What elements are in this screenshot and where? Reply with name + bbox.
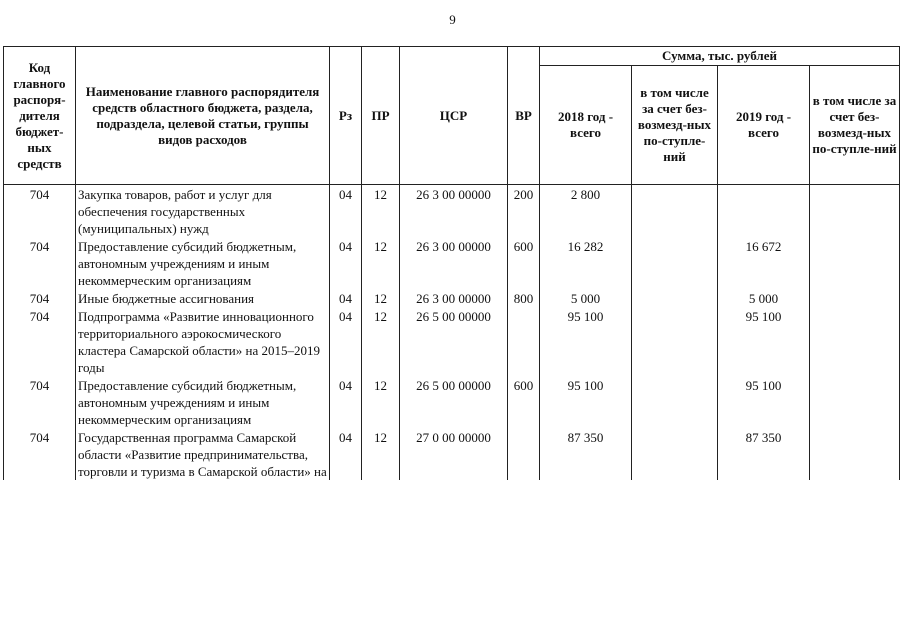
cell-name: Предоставление субсидий бюджетным, автономным учреждениям и иным некоммерческим организациям [76, 237, 330, 289]
table-row [4, 428, 900, 480]
header-vr: ВР [508, 47, 540, 185]
header-pr: ПР [362, 47, 400, 185]
table-row [4, 289, 900, 307]
cell-name: Иные бюджетные ассигнования [76, 289, 330, 307]
cell-vr [508, 428, 540, 480]
cell-2019-total [718, 185, 810, 238]
cell-2019-incl [810, 237, 900, 289]
cell-vr: 600 [508, 376, 540, 428]
cell-csr: 27 0 00 00000 [400, 428, 508, 480]
cell-2019-total: 16 672 [718, 237, 810, 289]
cell-name: Предоставление субсидий бюджетным, автономным учреждениям и иным некоммерческим организациям [76, 376, 330, 428]
cell-csr: 26 3 00 00000 [400, 237, 508, 289]
table-row [4, 376, 900, 428]
table-row [4, 307, 900, 376]
cell-2019-incl [810, 307, 900, 376]
cell-name: Подпрограмма «Развитие инновационного территориального аэрокосмического кластера Самарской области» на 2015–2019 годы [76, 307, 330, 376]
cell-2019-total: 5 000 [718, 289, 810, 307]
cell-code: 704 [4, 428, 76, 480]
budget-table [3, 46, 900, 480]
cell-rz: 04 [330, 428, 362, 480]
cell-2018-total: 95 100 [540, 376, 632, 428]
cell-csr: 26 5 00 00000 [400, 307, 508, 376]
cell-pr: 12 [362, 376, 400, 428]
cell-2018-incl [632, 289, 718, 307]
cell-rz: 04 [330, 185, 362, 238]
cell-csr: 26 5 00 00000 [400, 376, 508, 428]
cell-2018-total: 95 100 [540, 307, 632, 376]
header-code: Код главного распоря-дителя бюджет-ных средств [4, 47, 76, 185]
cell-2019-total: 95 100 [718, 307, 810, 376]
cell-2018-incl [632, 428, 718, 480]
header-name: Наименование главного распорядителя средств областного бюджета, раздела, подраздела, целевой статьи, группы видов расходов [76, 47, 330, 185]
cell-rz: 04 [330, 237, 362, 289]
cell-pr: 12 [362, 307, 400, 376]
cell-2018-incl [632, 307, 718, 376]
cell-vr: 600 [508, 237, 540, 289]
cell-rz: 04 [330, 289, 362, 307]
cell-code: 704 [4, 185, 76, 238]
cell-2018-total: 5 000 [540, 289, 632, 307]
header-2019-total: 2019 год - всего [718, 66, 810, 185]
cell-code: 704 [4, 237, 76, 289]
cell-pr: 12 [362, 237, 400, 289]
table-row [4, 185, 900, 238]
cell-2019-total: 87 350 [718, 428, 810, 480]
cell-2019-incl [810, 428, 900, 480]
cell-pr: 12 [362, 428, 400, 480]
cell-code: 704 [4, 376, 76, 428]
header-2018-total: 2018 год - всего [540, 66, 632, 185]
page-number: 9 [449, 12, 456, 27]
cell-vr: 800 [508, 289, 540, 307]
header-sum: Сумма, тыс. рублей [540, 47, 900, 66]
cell-2019-incl [810, 185, 900, 238]
cell-code: 704 [4, 289, 76, 307]
cell-name: Государственная программа Самарской области «Развитие предпринимательства, торговли и туризма в Самарской области» на [76, 428, 330, 480]
cell-2018-total: 87 350 [540, 428, 632, 480]
cell-2019-incl [810, 289, 900, 307]
cell-pr: 12 [362, 289, 400, 307]
cell-2018-incl [632, 185, 718, 238]
cell-pr: 12 [362, 185, 400, 238]
cell-code: 704 [4, 307, 76, 376]
cell-csr: 26 3 00 00000 [400, 185, 508, 238]
cell-2019-incl [810, 376, 900, 428]
header-2019-incl: в том числе за счет без-возмезд-ных по-ступле-ний [810, 66, 900, 185]
table-row [4, 237, 900, 289]
cell-vr [508, 307, 540, 376]
cell-vr: 200 [508, 185, 540, 238]
cell-2018-incl [632, 376, 718, 428]
cell-2018-incl [632, 237, 718, 289]
cell-rz: 04 [330, 376, 362, 428]
header-2018-incl: в том числе за счет без-возмезд-ных по-ступле-ний [632, 66, 718, 185]
cell-2018-total: 16 282 [540, 237, 632, 289]
cell-csr: 26 3 00 00000 [400, 289, 508, 307]
header-rz: Рз [330, 47, 362, 185]
cell-rz: 04 [330, 307, 362, 376]
header-csr: ЦСР [400, 47, 508, 185]
cell-2019-total: 95 100 [718, 376, 810, 428]
cell-2018-total: 2 800 [540, 185, 632, 238]
cell-name: Закупка товаров, работ и услуг для обеспечения государственных (муниципальных) нужд [76, 185, 330, 238]
